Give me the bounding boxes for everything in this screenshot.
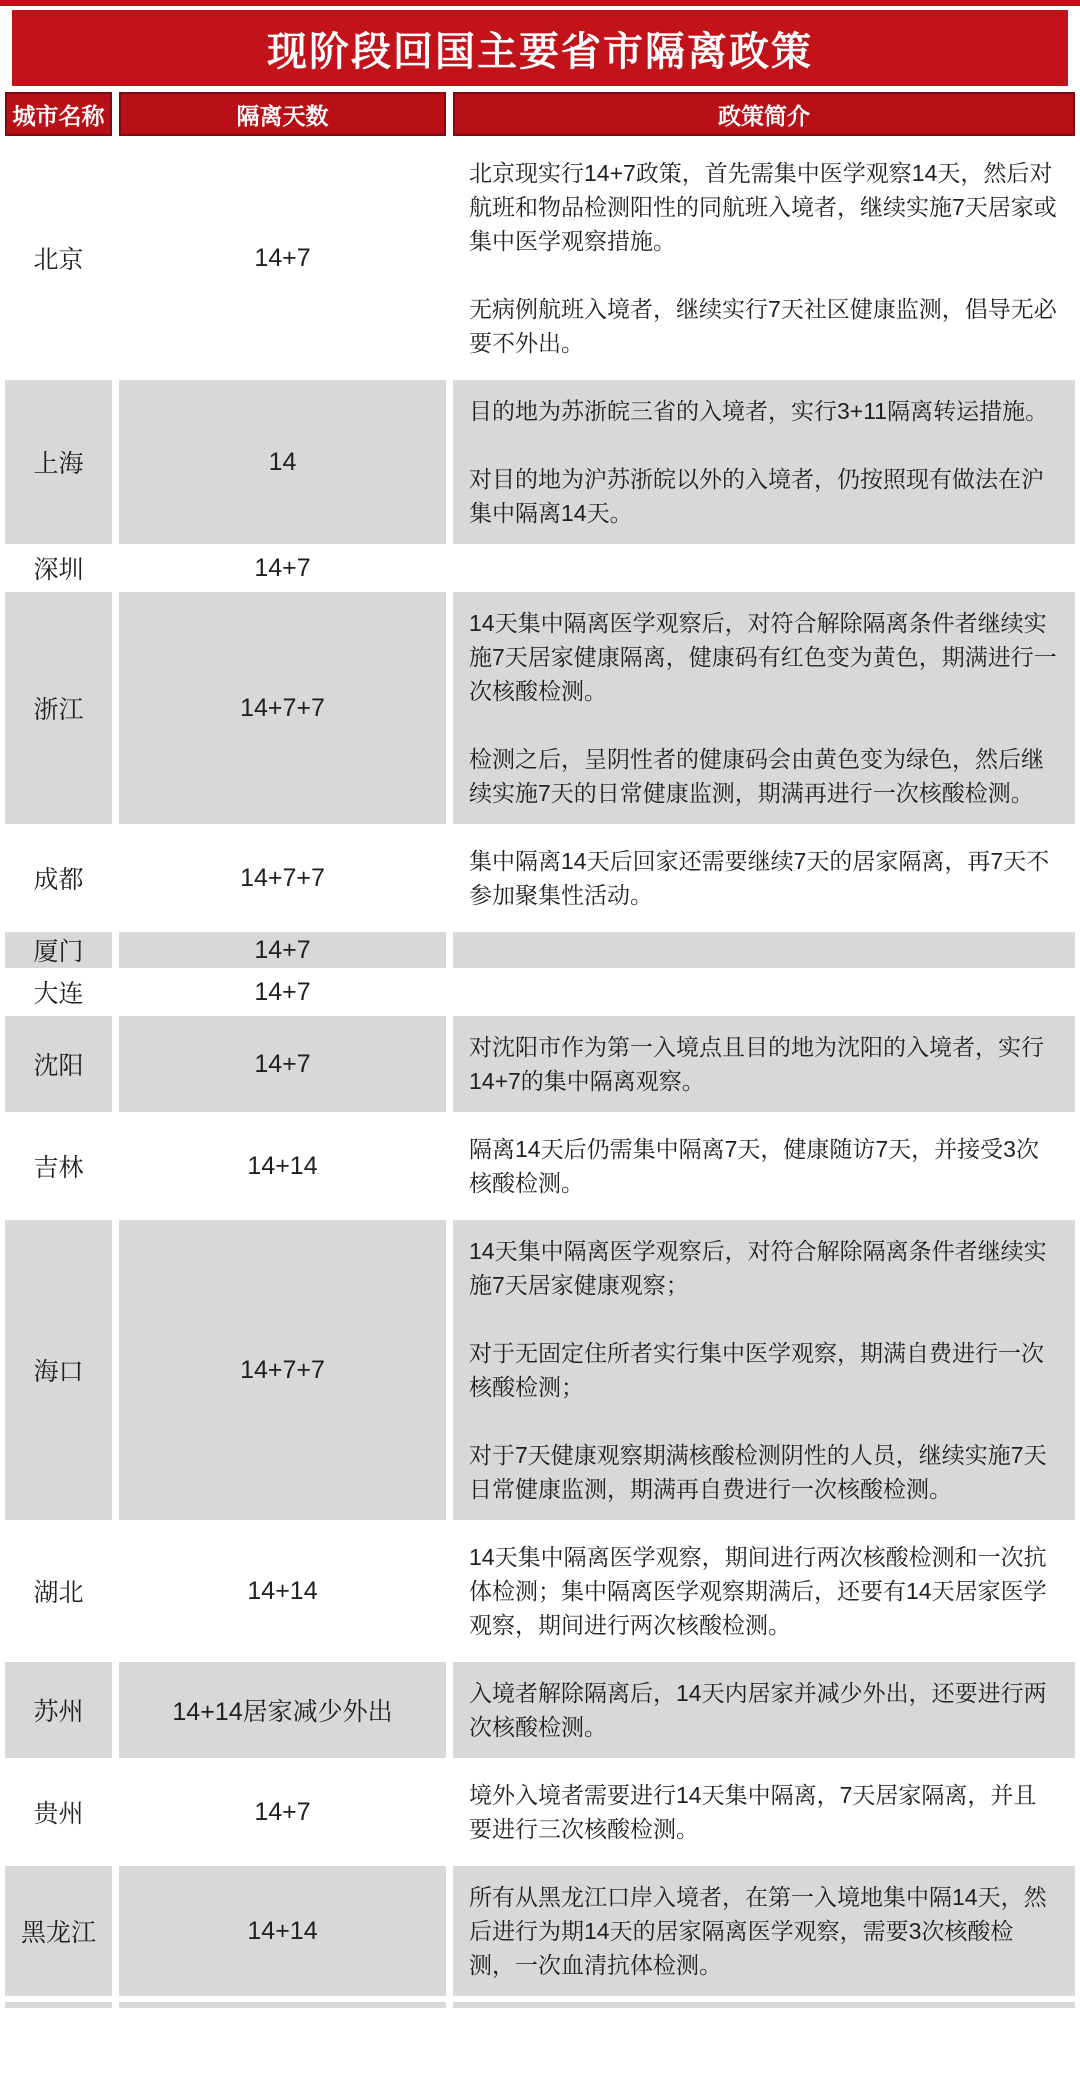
policy-cell: [453, 1764, 1075, 1860]
partial-policy-cell: [453, 2002, 1075, 2008]
days-cell: 14+7: [119, 550, 446, 586]
city-cell: 上海: [5, 380, 112, 544]
bottom-partial-row: [5, 2002, 1075, 2008]
policy-cell: [453, 932, 1075, 968]
table-row: [5, 592, 1075, 824]
quarantine-policy-table: [5, 92, 1075, 2008]
city-cell: 湖北: [5, 1526, 112, 1656]
city-cell: 厦门: [5, 932, 112, 968]
policy-cell: [453, 380, 1075, 544]
policy-paragraph: 对于无固定住所者实行集中医学观察，期满自费进行一次核酸检测；: [469, 1340, 1044, 1400]
city-cell: 吉林: [5, 1118, 112, 1214]
policy-paragraph: 对于7天健康观察期满核酸检测阴性的人员，继续实施7天日常健康监测，期满再自费进行一次核酸检测。: [469, 1442, 1047, 1502]
policy-paragraph: 境外入境者需要进行14天集中隔离，7天居家隔离，并且要进行三次核酸检测。: [469, 1782, 1037, 1842]
city-cell: 浙江: [5, 592, 112, 824]
city-cell: 北京: [5, 142, 112, 374]
policy-paragraph: 目的地为苏浙皖三省的入境者，实行3+11隔离转运措施。: [469, 398, 1049, 424]
city-cell: 成都: [5, 830, 112, 926]
table-row: [5, 932, 1075, 968]
policy-cell: [453, 1866, 1075, 1996]
policy-cell: [453, 1220, 1075, 1520]
policy-cell: [453, 1118, 1075, 1214]
days-cell: 14+7+7: [119, 830, 446, 926]
policy-paragraph: 无病例航班入境者，继续实行7天社区健康监测，倡导无必要不外出。: [469, 296, 1057, 356]
policy-paragraph: 对沈阳市作为第一入境点且目的地为沈阳的入境者，实行14+7的集中隔离观察。: [469, 1034, 1044, 1094]
days-cell: 14+7+7: [119, 592, 446, 824]
table-row: [5, 830, 1075, 926]
table-row: [5, 1016, 1075, 1112]
days-cell: 14+7: [119, 1016, 446, 1112]
policy-cell: [453, 550, 1075, 586]
days-cell: 14+14: [119, 1526, 446, 1656]
days-cell: 14+14居家减少外出: [119, 1662, 446, 1758]
partial-days-cell: [119, 2002, 446, 2008]
days-cell: 14+14: [119, 1118, 446, 1214]
policy-paragraph: 14天集中隔离医学观察，期间进行两次核酸检测和一次抗体检测；集中隔离医学观察期满后，还要有14天居家医学观察，期间进行两次核酸检测。: [469, 1544, 1047, 1638]
table-row: [5, 1220, 1075, 1520]
policy-cell: [453, 1662, 1075, 1758]
table-row: [5, 142, 1075, 374]
policy-paragraph: 隔离14天后仍需集中隔离7天，健康随访7天，并接受3次核酸检测。: [469, 1136, 1039, 1196]
policy-paragraph: 集中隔离14天后回家还需要继续7天的居家隔离，再7天不参加聚集性活动。: [469, 848, 1050, 908]
city-cell: 黑龙江: [5, 1866, 112, 1996]
page-title: 现阶段回国主要省市隔离政策: [267, 29, 813, 74]
table-row: [5, 1526, 1075, 1656]
city-cell: 贵州: [5, 1764, 112, 1860]
city-cell: 深圳: [5, 550, 112, 586]
table-header-row: [5, 92, 1075, 136]
days-cell: 14+14: [119, 1866, 446, 1996]
partial-city-cell: [5, 2002, 112, 2008]
policy-paragraph: 北京现实行14+7政策，首先需集中医学观察14天，然后对航班和物品检测阳性的同航班入境者，继续实施7天居家或集中医学观察措施。: [469, 160, 1057, 254]
table-row: [5, 1662, 1075, 1758]
days-cell: 14: [119, 380, 446, 544]
policy-cell: [453, 1016, 1075, 1112]
policy-cell: [453, 1526, 1075, 1656]
days-cell: 14+7+7: [119, 1220, 446, 1520]
policy-paragraph: 入境者解除隔离后，14天内居家并减少外出，还要进行两次核酸检测。: [469, 1680, 1047, 1740]
policy-paragraph: 所有从黑龙江口岸入境者，在第一入境地集中隔14天，然后进行为期14天的居家隔离医学观察，需要3次核酸检测，一次血清抗体检测。: [469, 1884, 1047, 1978]
top-red-line: [0, 0, 1080, 6]
policy-cell: [453, 974, 1075, 1010]
header-cell-policy: 政策简介: [453, 92, 1075, 136]
table-row: [5, 380, 1075, 544]
header-cell-city: 城市名称: [5, 92, 112, 136]
table-body: [5, 142, 1075, 1996]
policy-paragraph: 对目的地为沪苏浙皖以外的入境者，仍按照现有做法在沪集中隔离14天。: [469, 466, 1044, 526]
table-row: [5, 1118, 1075, 1214]
days-cell: 14+7: [119, 932, 446, 968]
policy-cell: [453, 592, 1075, 824]
policy-paragraph: 14天集中隔离医学观察后，对符合解除隔离条件者继续实施7天居家健康隔离，健康码有红色变为黄色，期满进行一次核酸检测。: [469, 610, 1057, 704]
city-cell: 沈阳: [5, 1016, 112, 1112]
table-row: [5, 974, 1075, 1010]
policy-paragraph: 14天集中隔离医学观察后，对符合解除隔离条件者继续实施7天居家健康观察；: [469, 1238, 1047, 1298]
days-cell: 14+7: [119, 142, 446, 374]
table-row: [5, 1866, 1075, 1996]
policy-cell: [453, 830, 1075, 926]
header-cell-days: 隔离天数: [119, 92, 446, 136]
city-cell: 苏州: [5, 1662, 112, 1758]
city-cell: 大连: [5, 974, 112, 1010]
city-cell: 海口: [5, 1220, 112, 1520]
days-cell: 14+7: [119, 1764, 446, 1860]
table-row: [5, 550, 1075, 586]
policy-paragraph: 检测之后，呈阴性者的健康码会由黄色变为绿色，然后继续实施7天的日常健康监测，期满再进行一次核酸检测。: [469, 746, 1044, 806]
days-cell: 14+7: [119, 974, 446, 1010]
table-row: [5, 1764, 1075, 1860]
title-banner: [12, 10, 1068, 86]
policy-cell: [453, 142, 1075, 374]
